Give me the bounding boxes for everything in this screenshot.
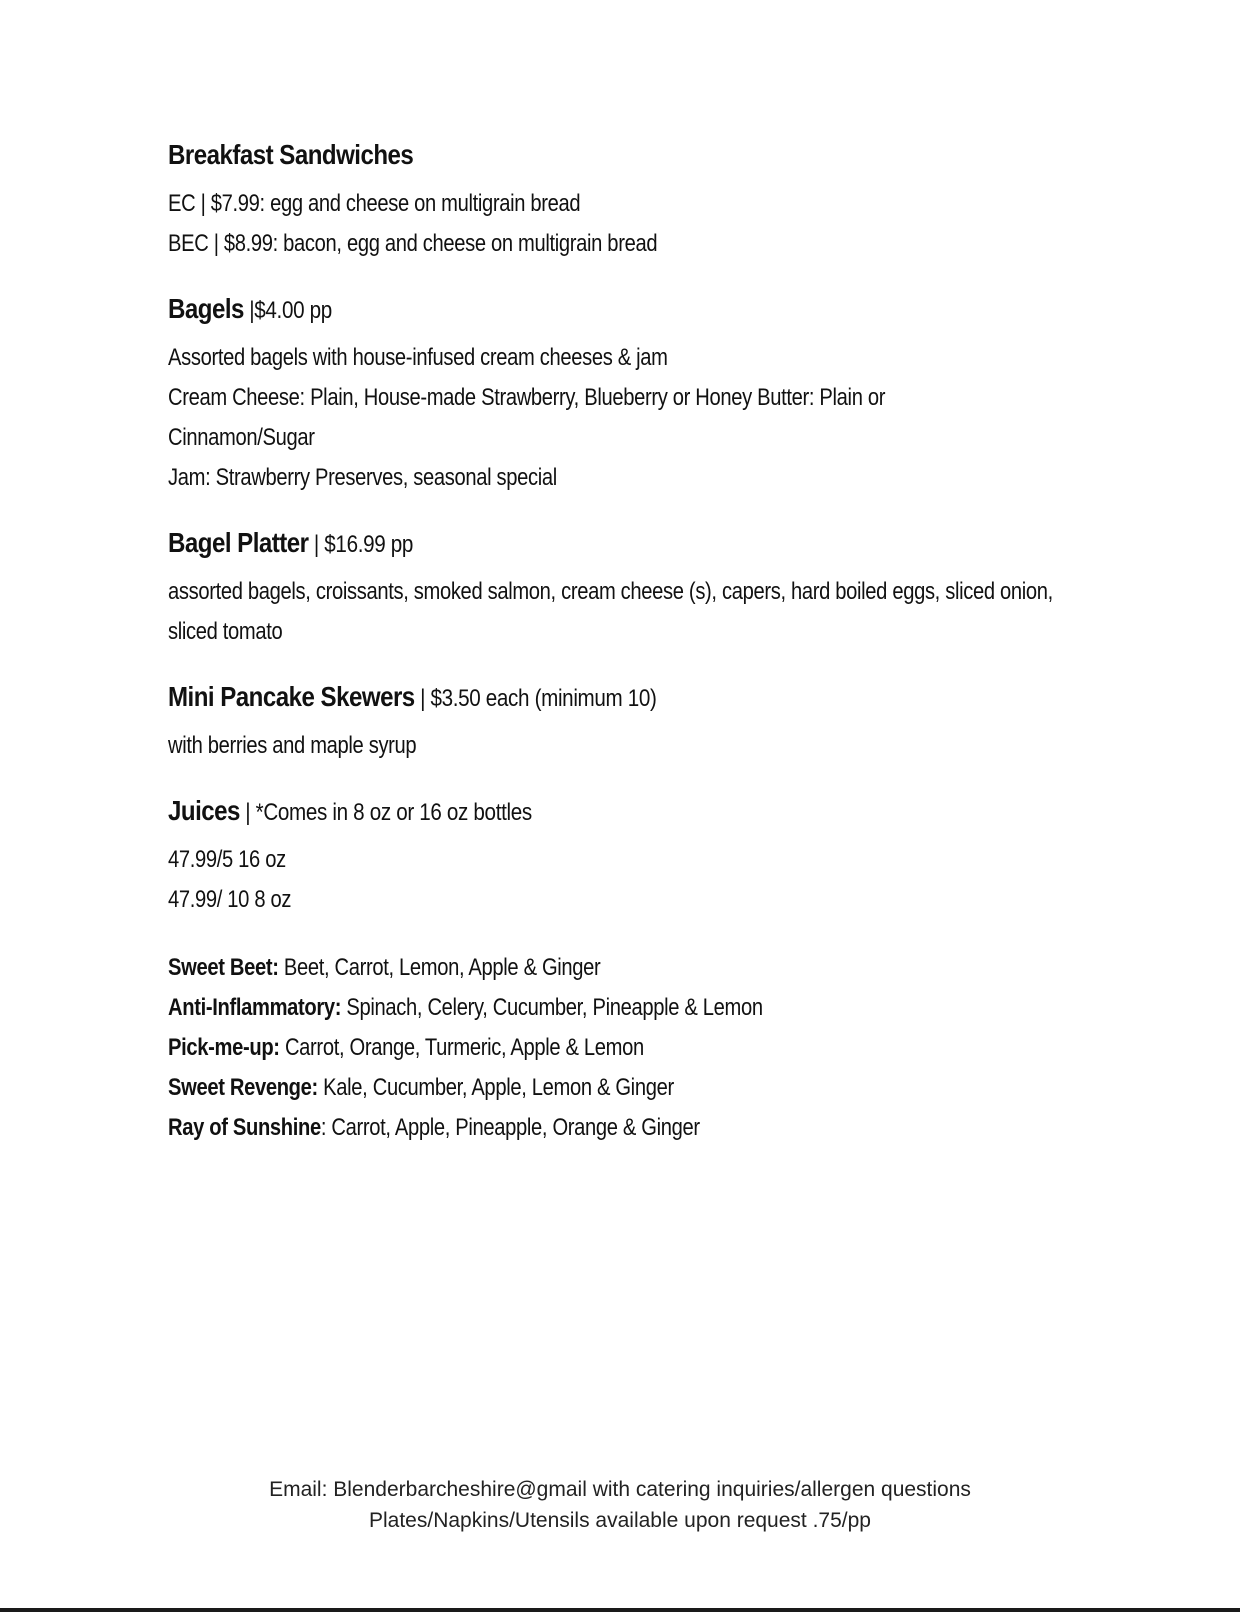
juice-item: [168, 988, 941, 1028]
menu-item-line: Jam: Strawberry Preserves, seasonal special: [168, 464, 557, 491]
section-bagel-platter: [168, 526, 1088, 652]
menu-item-line: sliced tomato: [168, 618, 283, 645]
section-heading: [168, 292, 959, 328]
section-title: Juices: [168, 795, 240, 826]
menu-item-line: Cream Cheese: Plain, House-made Strawberry, Blueberry or Honey Butter: Plain or: [168, 384, 886, 411]
juice-name: Sweet Revenge:: [168, 1074, 318, 1101]
menu-item-line: BEC | $8.99: bacon, egg and cheese on multigrain bread: [168, 230, 658, 257]
section-title: Breakfast Sandwiches: [168, 139, 414, 170]
section-bagels: [168, 292, 1088, 498]
menu-item-line: Assorted bagels with house-infused cream cheeses & jam: [168, 344, 668, 371]
footer: [0, 1474, 1240, 1536]
juice-item: [168, 1108, 941, 1148]
juice-ingredients: Kale, Cucumber, Apple, Lemon & Ginger: [317, 1074, 674, 1101]
juice-price-line: 47.99/5 16 oz: [168, 846, 286, 873]
juice-ingredients: Beet, Carrot, Lemon, Apple & Ginger: [278, 954, 601, 981]
juice-name: Pick-me-up:: [168, 1034, 280, 1061]
menu-item-line: assorted bagels, croissants, smoked salmon, cream cheese (s), capers, hard boiled eggs, sliced onion,: [168, 578, 1053, 605]
menu-item-line: EC | $7.99: egg and cheese on multigrain bread: [168, 190, 581, 217]
juice-name: Ray of Sunshine: [168, 1114, 321, 1141]
menu-item-line: Cinnamon/Sugar: [168, 424, 315, 451]
juice-ingredients: : Carrot, Apple, Pineapple, Orange & Ginger: [320, 1114, 700, 1141]
section-title: Bagel Platter: [168, 527, 309, 558]
juice-name: Anti-Inflammatory:: [168, 994, 342, 1021]
section-price: | $3.50 each (minimum 10): [414, 685, 657, 712]
section-mini-pancake-skewers: [168, 680, 1088, 766]
footer-email-line: Email: Blenderbarcheshire@gmail with catering inquiries/allergen questions: [269, 1478, 971, 1501]
juice-item: [168, 1068, 941, 1108]
section-heading: [168, 526, 959, 562]
footer-plates-line: Plates/Napkins/Utensils available upon request .75/pp: [369, 1509, 871, 1532]
section-breakfast-sandwiches: [168, 138, 1088, 264]
juice-price-line: 47.99/ 10 8 oz: [168, 886, 292, 913]
section-juices: [168, 794, 1088, 920]
menu-body: [168, 138, 1088, 1148]
section-title: Bagels: [168, 293, 244, 324]
bottom-divider: [0, 1608, 1240, 1612]
juice-item: [168, 1028, 941, 1068]
section-heading: [168, 794, 959, 830]
menu-item-line: with berries and maple syrup: [168, 732, 417, 759]
section-price: |$4.00 pp: [243, 297, 332, 324]
section-price: | *Comes in 8 oz or 16 oz bottles: [239, 799, 532, 826]
section-title: Mini Pancake Skewers: [168, 681, 415, 712]
juice-name: Sweet Beet:: [168, 954, 279, 981]
juice-ingredients: Carrot, Orange, Turmeric, Apple & Lemon: [279, 1034, 644, 1061]
section-heading: [168, 680, 959, 716]
juice-item: [168, 948, 941, 988]
section-price: | $16.99 pp: [308, 531, 414, 558]
juice-ingredients: Spinach, Celery, Cucumber, Pineapple & Lemon: [341, 994, 763, 1021]
juice-list: [168, 948, 1088, 1148]
section-heading: [168, 138, 959, 174]
